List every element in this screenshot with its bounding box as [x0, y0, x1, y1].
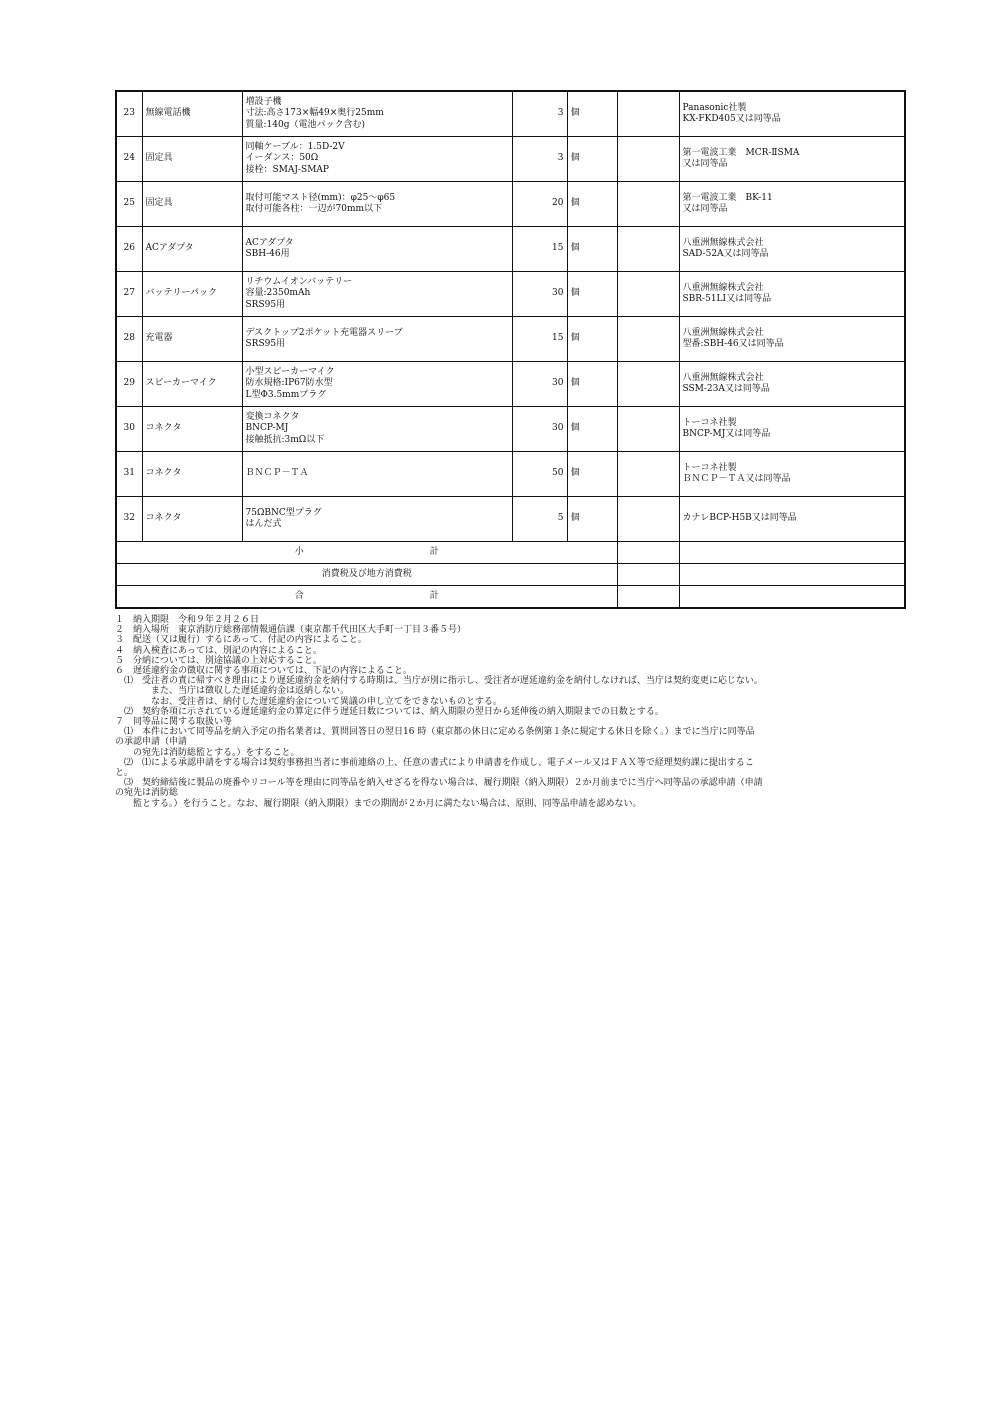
table-row [116, 272, 905, 317]
item-unit-price [617, 91, 679, 137]
item-unit-price [617, 317, 679, 362]
item-quantity: 30 [512, 362, 567, 407]
item-maker: 第一電波工業 MCR-ⅡSMA 又は同等品 [679, 137, 905, 182]
note-line: 監とする。）を行うこと。なお、履行期限（納入期限）までの期間が２か月に満たない場合は、原則、同等品申請を認めない。 [115, 798, 642, 809]
tax-note [679, 564, 905, 586]
note-line: ⑴ 受注者の責に帰すべき理由により遅延違約金を納付する時期は、当庁が別に指示し、受注者が遅延違約金を納付しなければ、当庁は契約変更に応じない。 [115, 676, 763, 687]
item-number: 27 [116, 272, 142, 317]
item-unit: 個 [567, 137, 617, 182]
subtotal-amount [617, 542, 679, 564]
note-line: ４ 納入検査にあっては、別記の内容によること。 [115, 645, 322, 656]
item-spec: 小型スピーカーマイク 防水規格:IP67防水型 L型Φ3.5mmプラグ [242, 362, 512, 407]
item-unit-price [617, 407, 679, 452]
table-row [116, 137, 905, 182]
table-row [116, 407, 905, 452]
tax-row [116, 564, 905, 586]
item-spec: 75ΩBNC型プラグ はんだ式 [242, 497, 512, 542]
item-spec: ＢＮＣＰ－ＴＡ [242, 452, 512, 497]
item-maker: 八重洲無線株式会社 SSM-23A又は同等品 [679, 362, 905, 407]
note-line: なお、受注者は、納付した遅延違約金について異議の申し立てをできないものとする。 [115, 696, 502, 707]
item-unit: 個 [567, 182, 617, 227]
note-line: ７ 同等品に関する取扱い等 [115, 717, 233, 728]
total-amount [617, 586, 679, 609]
item-name: コネクタ [142, 407, 242, 452]
item-quantity: 20 [512, 182, 567, 227]
item-unit-price [617, 272, 679, 317]
total-note [679, 586, 905, 609]
note-line: ⑵ ⑴による承認申請をする場合は契約事務担当者に事前連絡の上、任意の書式により申請書を作成し、電子メール又はＦＡＸ等で経理契約課に提出するこ [115, 757, 754, 768]
note-line: の宛先は消防総監とする。）をすること。 [115, 747, 300, 758]
table-row [116, 497, 905, 542]
note-line: ５ 分納については、別途協議の上対応すること。 [115, 655, 322, 666]
item-unit-price [617, 182, 679, 227]
item-spec: ACアダプタ SBH-46用 [242, 227, 512, 272]
note-line: １ 納入期限 令和９年２月２６日 [115, 615, 260, 625]
note-line: また、当庁は徴収した遅延違約金は返納しない。 [115, 686, 350, 697]
item-spec: 変換コネクタ BNCP-MJ 接触抵抗:3mΩ以下 [242, 407, 512, 452]
item-quantity: 50 [512, 452, 567, 497]
item-name: スピーカーマイク [142, 362, 242, 407]
table-row [116, 452, 905, 497]
table-row [116, 362, 905, 407]
table-row [116, 317, 905, 362]
item-spec: 同軸ケーブル：1.5D-2V イーダンス：50Ω 接栓：SMAJ-SMAP [242, 137, 512, 182]
item-spec: 取付可能マスト径(mm)：φ25～φ65 取付可能各柱：一辺が70mm以下 [242, 182, 512, 227]
item-spec: 増設子機 寸法:高さ173×幅49×奥行25mm 質量:140g（電池パック含む) [242, 91, 512, 137]
item-maker: 八重洲無線株式会社 SAD-52A又は同等品 [679, 227, 905, 272]
item-unit: 個 [567, 317, 617, 362]
item-unit-price [617, 137, 679, 182]
item-spec: デスクトップ2ポケット充電器スリーブ SRS95用 [242, 317, 512, 362]
item-number: 26 [116, 227, 142, 272]
item-maker: 八重洲無線株式会社 型番:SBH-46又は同等品 [679, 317, 905, 362]
item-unit-price [617, 452, 679, 497]
item-name: コネクタ [142, 452, 242, 497]
tax-amount [617, 564, 679, 586]
item-unit: 個 [567, 272, 617, 317]
table-row [116, 182, 905, 227]
item-number: 23 [116, 91, 142, 137]
item-quantity: 3 [512, 137, 567, 182]
table-row [116, 91, 905, 137]
summary-rows [116, 542, 905, 609]
item-maker: トーコネ社製 BNCP-MJ又は同等品 [679, 407, 905, 452]
note-line: ⑴ 本件において同等品を納入予定の指名業者は、質問回答日の翌日16 時（東京都の休日に定める条例第１条に規定する休日を除く。）までに当庁に同等品 [115, 727, 755, 738]
item-maker: 八重洲無線株式会社 SBR-51LI又は同等品 [679, 272, 905, 317]
subtotal-row [116, 542, 905, 564]
item-number: 32 [116, 497, 142, 542]
item-number: 25 [116, 182, 142, 227]
item-unit: 個 [567, 407, 617, 452]
item-unit: 個 [567, 362, 617, 407]
note-line: の宛先は消防総 [115, 788, 179, 799]
item-maker: トーコネ社製 ＢＮＣＰ－ＴＡ又は同等品 [679, 452, 905, 497]
note-line: ３ 配送（又は履行）するにあって、付記の内容によること。 [115, 635, 367, 646]
item-unit: 個 [567, 91, 617, 137]
item-maker: 第一電波工業 BK-11 又は同等品 [679, 182, 905, 227]
item-maker: Panasonic社製 KX-FKD405又は同等品 [679, 91, 905, 137]
item-rows [116, 91, 905, 542]
delivery-notes [115, 615, 915, 809]
subtotal-note [679, 542, 905, 564]
item-quantity: 5 [512, 497, 567, 542]
note-line: ２ 納入場所 東京消防庁総務部情報通信課（東京都千代田区大手町一丁目３番５号） [115, 625, 467, 636]
item-number: 29 [116, 362, 142, 407]
item-number: 31 [116, 452, 142, 497]
item-quantity: 3 [512, 91, 567, 137]
item-unit-price [617, 497, 679, 542]
item-spec: リチウムイオンバッテリー 容量:2350mAh SRS95用 [242, 272, 512, 317]
note-line: と。 [115, 768, 134, 779]
item-name: バッテリーパック [142, 272, 242, 317]
subtotal-label: 小 計 [116, 542, 617, 564]
item-unit: 個 [567, 497, 617, 542]
tax-label: 消費税及び地方消費税 [116, 564, 617, 586]
item-number: 28 [116, 317, 142, 362]
table-row [116, 227, 905, 272]
item-name: 充電器 [142, 317, 242, 362]
item-number: 30 [116, 407, 142, 452]
item-name: ACアダプタ [142, 227, 242, 272]
procurement-table-sheet [115, 90, 904, 609]
item-number: 24 [116, 137, 142, 182]
item-name: 無線電話機 [142, 91, 242, 137]
item-quantity: 30 [512, 272, 567, 317]
total-row [116, 586, 905, 609]
total-label: 合 計 [116, 586, 617, 609]
item-quantity: 15 [512, 317, 567, 362]
item-quantity: 15 [512, 227, 567, 272]
item-name: 固定具 [142, 137, 242, 182]
note-line: の承認申請（申請 [115, 737, 188, 748]
note-line: ⑵ 契約条項に示されている遅延違約金の算定に伴う遅延日数については、納入期限の翌日から延伸後の納入期限までの日数とする。 [115, 706, 664, 717]
note-line: ６ 遅延違約金の徴収に関する事項については、下記の内容によること。 [115, 666, 412, 677]
item-unit-price [617, 362, 679, 407]
note-line: ⑶ 契約締結後に製品の廃番やリコール等を理由に同等品を納入せざるを得ない場合は、履行期限（納入期限）２か月前までに当庁へ同等品の承認申請（申請 [115, 778, 763, 789]
item-name: コネクタ [142, 497, 242, 542]
item-unit-price [617, 227, 679, 272]
items-table [115, 90, 906, 609]
item-maker: カナレBCP-H5B又は同等品 [679, 497, 905, 542]
item-unit: 個 [567, 452, 617, 497]
item-quantity: 30 [512, 407, 567, 452]
item-unit: 個 [567, 227, 617, 272]
item-name: 固定具 [142, 182, 242, 227]
